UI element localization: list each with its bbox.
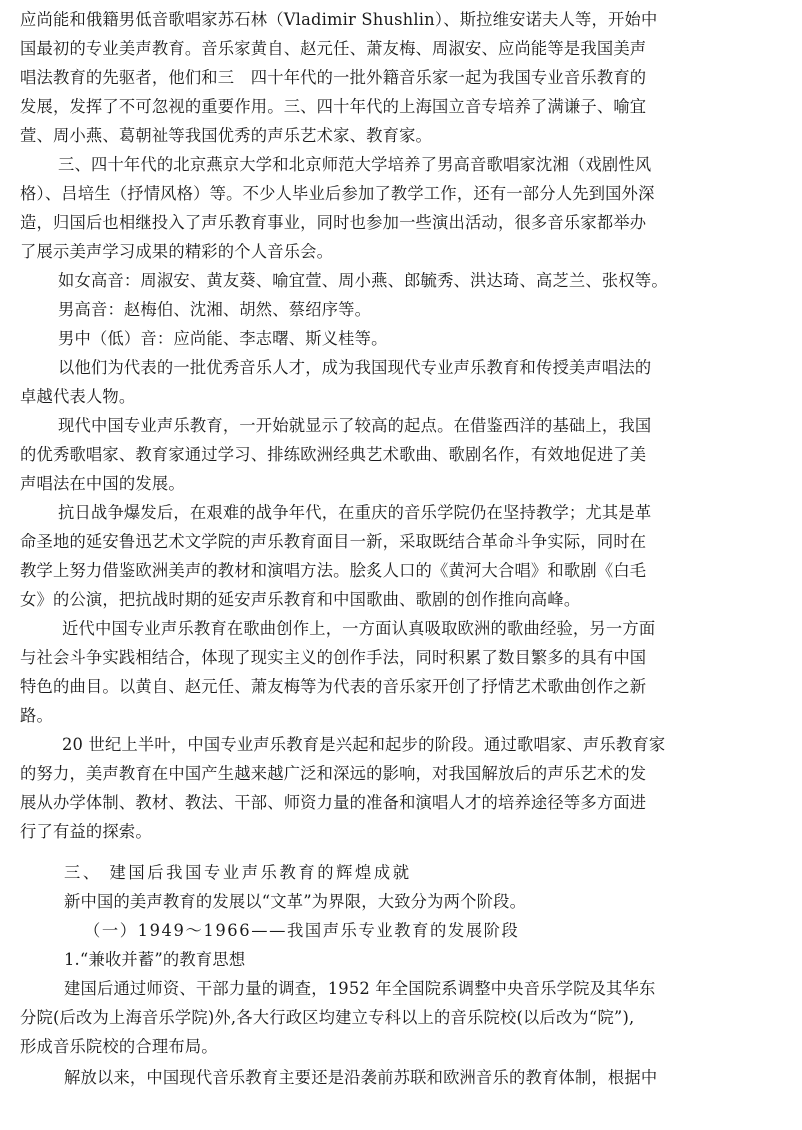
text-line: 与社会斗争实践相结合，体现了现实主义的创作手法，同时积累了数目繁多的具有中国 xyxy=(20,648,647,667)
text-line: 三、四十年代的北京燕京大学和北京师范大学培养了男高音歌唱家沈湘（戏剧性风 xyxy=(58,155,652,174)
text-line: 新中国的美声教育的发展以“文革”为界限，大致分为两个阶段。 xyxy=(64,892,527,911)
text-line: 卓越代表人物。 xyxy=(20,387,136,406)
text-line: 解放以来，中国现代音乐教育主要还是沿袭前苏联和欧洲音乐的教育体制，根据中 xyxy=(64,1068,658,1087)
text-line: 以他们为代表的一批优秀音乐人才，成为我国现代专业声乐教育和传授美声唱法的 xyxy=(58,358,652,377)
text-line: 形成音乐院校的合理布局。 xyxy=(20,1037,218,1056)
text-line: 应尚能和俄籍男低音歌唱家苏石林（Vladimir Shushlin）、斯拉维安诺夫人等，开始中 xyxy=(20,10,658,29)
text-line: 萱、周小燕、葛朝祉等我国优秀的声乐艺术家、教育家。 xyxy=(20,126,433,145)
text-line: 发展，发挥了不可忽视的重要作用。三、四十年代的上海国立音专培养了满谦子、喻宜 xyxy=(20,97,647,116)
text-line: 现代中国专业声乐教育，一开始就显示了较高的起点。在借鉴西洋的基础上，我国 xyxy=(58,416,652,435)
text-line: 近代中国专业声乐教育在歌曲创作上，一方面认真吸取欧洲的歌曲经验，另一方面 xyxy=(62,619,656,638)
text-line: 建国后通过师资、干部力量的调查，1952 年全国院系调整中央音乐学院及其华东 xyxy=(64,979,656,998)
text-line: 造，归国后也相继投入了声乐教育事业，同时也参加一些演出活动，很多音乐家都举办 xyxy=(20,213,647,232)
text-line: 的努力，美声教育在中国产生越来越广泛和深远的影响，对我国解放后的声乐艺术的发 xyxy=(20,764,647,783)
text-line: 男中（低）音：应尚能、李志曙、斯义桂等。 xyxy=(58,329,388,348)
text-line: 特色的曲目。以黄自、赵元任、萧友梅等为代表的音乐家开创了抒情艺术歌曲创作之新 xyxy=(20,677,647,696)
text-line: 教学上努力借鉴欧洲美声的教材和演唱方法。脍炙人口的《黄河大合唱》和歌剧《白毛 xyxy=(20,561,647,580)
text-line: 行了有益的探索。 xyxy=(20,822,152,841)
text-line: 女》的公演，把抗战时期的延安声乐教育和中国歌曲、歌剧的创作推向高峰。 xyxy=(20,590,581,609)
text-line: 男高音：赵梅伯、沈湘、胡然、蔡绍序等。 xyxy=(58,300,372,319)
text-line: 格）、吕培生（抒情风格）等。不少人毕业后参加了教学工作，还有一部分人先到国外深 xyxy=(20,184,655,203)
text-line: 唱法教育的先驱者，他们和三 四十年代的一批外籍音乐家一起为我国专业音乐教育的 xyxy=(20,68,647,87)
text-line: 抗日战争爆发后，在艰难的战争年代，在重庆的音乐学院仍在坚持教学；尤其是革 xyxy=(58,503,652,522)
text-line: 声唱法在中国的发展。 xyxy=(20,474,185,493)
text-line: 分院(后改为上海音乐学院)外,各大行政区均建立专科以上的音乐院校(以后改为“院”), xyxy=(20,1008,635,1027)
text-line: 路。 xyxy=(20,706,53,725)
text-line: 如女高音：周淑安、黄友葵、喻宜萱、周小燕、郎毓秀、洪达琦、高芝兰、张权等。 xyxy=(58,271,668,290)
section-heading: 三、 建国后我国专业声乐教育的辉煌成就 xyxy=(64,863,412,882)
text-line: 展从办学体制、教材、教法、干部、师资力量的准备和演唱人才的培养途径等多方面进 xyxy=(20,793,647,812)
subsection-heading: 1.“兼收并蓄”的教育思想 xyxy=(64,950,246,969)
text-line: 20 世纪上半叶，中国专业声乐教育是兴起和起步的阶段。通过歌唱家、声乐教育家 xyxy=(62,735,666,754)
text-line: 了展示美声学习成果的精彩的个人音乐会。 xyxy=(20,242,334,261)
text-line: 国最初的专业美声教育。音乐家黄自、赵元任、萧友梅、周淑安、应尚能等是我国美声 xyxy=(20,39,647,58)
subsection-heading: （一）1949～1966——我国声乐专业教育的发展阶段 xyxy=(84,921,520,940)
text-line: 的优秀歌唱家、教育家通过学习、排练欧洲经典艺术歌曲、歌剧名作，有效地促进了美 xyxy=(20,445,647,464)
text-line: 命圣地的延安鲁迅艺术文学院的声乐教育面目一新，采取既结合革命斗争实际，同时在 xyxy=(20,532,647,551)
